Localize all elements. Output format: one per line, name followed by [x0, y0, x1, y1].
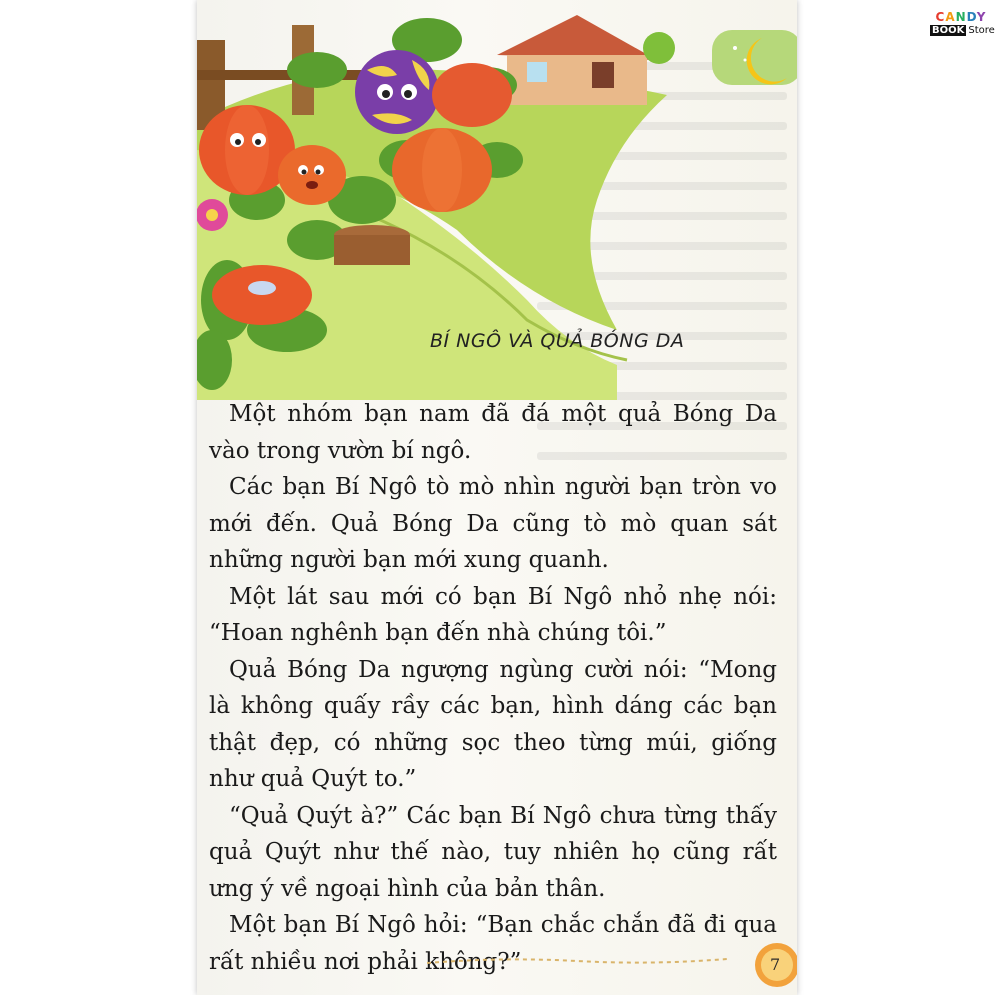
pumpkin-icon	[278, 145, 346, 205]
flower-icon	[197, 199, 228, 231]
tree-icon	[643, 32, 675, 64]
logo-store: Store	[968, 25, 995, 36]
paragraph: Một bạn Bí Ngô hỏi: “Bạn chắc chắn đã đi qua rất nhiều nơi phải không?”	[209, 912, 777, 975]
story-title: BÍ NGÔ VÀ QUẢ BÓNG DA	[430, 330, 685, 352]
dotted-path-decoration	[427, 955, 727, 967]
house-icon	[497, 15, 657, 105]
basket-icon	[334, 225, 410, 265]
logo-book: BOOK	[932, 25, 965, 36]
story-body	[209, 396, 777, 980]
paragraph: Một lát sau mới có bạn Bí Ngô nhỏ nhẹ nói: “Hoan nghênh bạn đến nhà chúng tôi.”	[209, 583, 777, 646]
paragraph: “Quả Quýt à?” Các bạn Bí Ngô chưa từng thấy quả Quýt như thế nào, tuy nhiên họ cũng rất ưng ý về ngoại hình của bản thân.	[209, 802, 777, 902]
ball-character-icon	[355, 50, 439, 134]
pumpkin-icon	[432, 63, 512, 127]
paragraph: Quả Bóng Da ngượng ngùng cười nói: “Mong là không quấy rầy các bạn, hình dáng các bạn thật đẹp, có những sọc theo từng múi, giống như quả Quýt to.”	[209, 656, 777, 792]
pumpkin-icon	[212, 265, 312, 325]
paragraph: Các bạn Bí Ngô tò mò nhìn người bạn tròn vo mới đến. Quả Bóng Da cũng tò mò quan sát những người bạn mới xung quanh.	[209, 474, 777, 573]
book-page	[197, 0, 797, 995]
logo-wordmark: CANDY	[935, 10, 987, 24]
page-number: 7	[770, 955, 781, 974]
pumpkin-icon	[392, 128, 492, 212]
moon-icon	[712, 30, 797, 85]
store-logo	[930, 10, 995, 44]
paragraph: Một nhóm bạn nam đã đá một quả Bóng Da vào trong vườn bí ngô.	[209, 401, 777, 464]
